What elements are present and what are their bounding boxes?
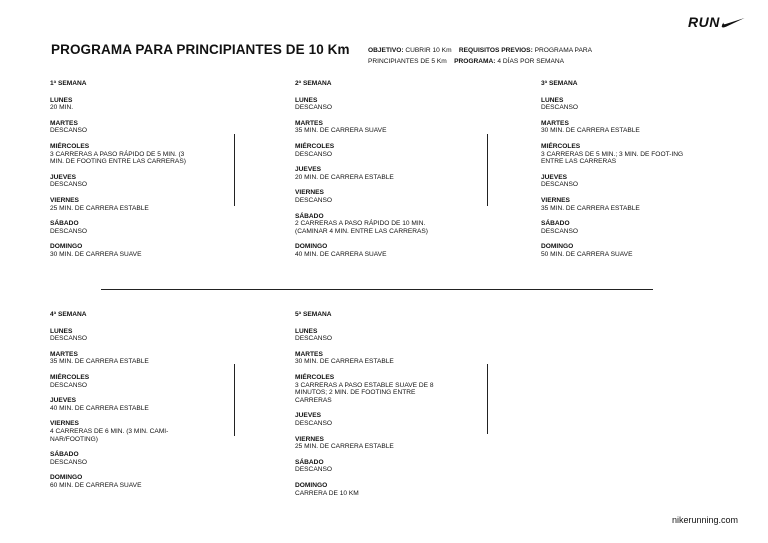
day-text: DESCANSO: [50, 227, 88, 235]
day-sabado: [295, 459, 435, 474]
day-text: DESCANSO: [295, 104, 333, 112]
day-martes: [295, 120, 445, 135]
day-name: VIERNES: [541, 196, 570, 204]
day-name: VIERNES: [50, 420, 79, 428]
week-1: [50, 80, 200, 267]
day-text: 2 CARRERAS A PASO RÁPIDO DE 10 MIN. (CAMINAR 4 MIN. ENTRE LAS CARRERAS): [295, 220, 428, 235]
meta-line-2: [368, 56, 592, 67]
program-label: PROGRAMA:: [454, 58, 496, 65]
day-name: DOMINGO: [295, 481, 328, 489]
day-name: DOMINGO: [541, 243, 574, 251]
day-text: 30 MIN. DE CARRERA ESTABLE: [541, 127, 640, 135]
day-domingo: [541, 243, 691, 258]
day-text: DESCANSO: [50, 381, 88, 389]
day-name: LUNES: [50, 96, 73, 104]
day-name: MARTES: [50, 119, 78, 127]
day-sabado: [541, 220, 691, 235]
day-text: 35 MIN. DE CARRERA ESTABLE: [541, 204, 640, 212]
day-text: DESCANSO: [295, 419, 333, 427]
footer-link[interactable]: nikerunning.com: [672, 515, 739, 525]
week-title: 2ª SEMANA: [295, 80, 332, 87]
day-text: DESCANSO: [50, 335, 88, 343]
day-name: MARTES: [295, 350, 323, 358]
meta-line-1: [368, 45, 592, 56]
day-text: 20 MIN.: [50, 104, 74, 112]
day-lunes: [295, 97, 445, 112]
day-text: 35 MIN. DE CARRERA ESTABLE: [50, 358, 149, 366]
week-title: 4ª SEMANA: [50, 311, 87, 318]
day-name: LUNES: [50, 327, 73, 335]
day-lunes: [50, 328, 190, 343]
day-viernes: [50, 420, 190, 443]
row-divider: [101, 289, 653, 290]
day-name: VIERNES: [295, 189, 324, 197]
day-text: 20 MIN. DE CARRERA ESTABLE: [295, 173, 394, 181]
day-viernes: [541, 197, 691, 212]
day-domingo: [295, 482, 435, 497]
day-name: SÁBADO: [50, 451, 79, 459]
week-title: 1ª SEMANA: [50, 80, 87, 87]
day-name: MIÉRCOLES: [295, 373, 335, 381]
column-divider: [234, 364, 235, 436]
day-text: CARRERA DE 10 KM: [295, 489, 359, 497]
day-name: DOMINGO: [50, 243, 83, 251]
nike-run-logo: [688, 14, 745, 30]
day-name: JUEVES: [50, 397, 77, 405]
day-name: LUNES: [541, 96, 564, 104]
day-jueves: [50, 397, 190, 412]
day-text: 50 MIN. DE CARRERA SUAVE: [541, 250, 633, 258]
day-miercoles: [541, 143, 691, 166]
prereq-value-1: PROGRAMA PARA: [534, 47, 593, 54]
day-text: 25 MIN. DE CARRERA ESTABLE: [295, 443, 394, 451]
day-lunes: [541, 97, 691, 112]
day-text: DESCANSO: [50, 181, 88, 189]
day-name: LUNES: [295, 96, 318, 104]
day-miercoles: [295, 143, 445, 158]
day-name: DOMINGO: [50, 474, 83, 482]
day-name: SÁBADO: [295, 212, 324, 220]
day-text: DESCANSO: [50, 127, 88, 135]
day-name: JUEVES: [295, 166, 322, 174]
prereq-value-2: PRINCIPIANTES DE 5 Km: [368, 58, 447, 65]
day-name: SÁBADO: [541, 220, 570, 228]
day-text: 3 CARRERAS A PASO ESTABLE SUAVE DE 8 MINUTOS; 2 MIN. DE FOOTING ENTRE CARRERAS: [295, 381, 434, 404]
day-name: SÁBADO: [295, 458, 324, 466]
day-viernes: [295, 189, 445, 204]
week-title: 5ª SEMANA: [295, 311, 332, 318]
day-text: 40 MIN. DE CARRERA ESTABLE: [50, 404, 149, 412]
day-domingo: [50, 243, 200, 258]
page-title: PROGRAMA PARA PRINCIPIANTES DE 10 Km: [51, 42, 350, 57]
day-sabado: [50, 451, 190, 466]
day-text: 60 MIN. DE CARRERA SUAVE: [50, 481, 142, 489]
week-title: 3ª SEMANA: [541, 80, 578, 87]
objective-value: CUBRIR 10 Km: [405, 47, 452, 54]
day-name: MIÉRCOLES: [295, 142, 335, 150]
day-name: DOMINGO: [295, 243, 328, 251]
day-name: MIÉRCOLES: [50, 373, 90, 381]
day-text: DESCANSO: [295, 335, 333, 343]
day-text: DESCANSO: [541, 181, 579, 189]
day-text: DESCANSO: [50, 458, 88, 466]
day-martes: [541, 120, 691, 135]
day-text: 25 MIN. DE CARRERA ESTABLE: [50, 204, 149, 212]
day-lunes: [50, 97, 200, 112]
week-5: [295, 311, 435, 505]
day-jueves: [295, 166, 445, 181]
day-name: MARTES: [541, 119, 569, 127]
day-jueves: [295, 412, 435, 427]
day-text: DESCANSO: [541, 227, 579, 235]
day-name: MIÉRCOLES: [541, 142, 581, 150]
day-miercoles: [295, 374, 435, 404]
prereq-label: REQUISITOS PREVIOS:: [458, 47, 533, 54]
program-value: 4 DÍAS POR SEMANA: [497, 58, 565, 65]
day-sabado: [50, 220, 200, 235]
day-viernes: [295, 436, 435, 451]
day-viernes: [50, 197, 200, 212]
day-name: VIERNES: [295, 435, 324, 443]
day-jueves: [50, 174, 200, 189]
day-lunes: [295, 328, 435, 343]
day-name: MARTES: [50, 350, 78, 358]
day-text: DESCANSO: [295, 150, 333, 158]
day-text: DESCANSO: [541, 104, 579, 112]
day-text: 40 MIN. DE CARRERA SUAVE: [295, 250, 387, 258]
day-name: MARTES: [295, 119, 323, 127]
day-name: SÁBADO: [50, 220, 79, 228]
column-divider: [487, 364, 488, 434]
objective-label: OBJETIVO:: [368, 47, 404, 54]
day-name: VIERNES: [50, 196, 79, 204]
day-martes: [295, 351, 435, 366]
day-domingo: [295, 243, 445, 258]
day-martes: [50, 120, 200, 135]
week-4: [50, 311, 190, 498]
logo-text: RUN: [688, 14, 720, 30]
day-miercoles: [50, 374, 190, 389]
day-text: 4 CARRERAS DE 6 MIN. (3 MIN. CAMI-NAR/FOOTING): [50, 427, 169, 443]
day-name: JUEVES: [295, 412, 322, 420]
week-2: [295, 80, 445, 267]
week-3: [541, 80, 691, 267]
day-jueves: [541, 174, 691, 189]
day-sabado: [295, 213, 445, 236]
swoosh-icon: [721, 17, 745, 28]
day-martes: [50, 351, 190, 366]
day-name: MIÉRCOLES: [50, 142, 90, 150]
day-text: DESCANSO: [295, 196, 333, 204]
day-text: 30 MIN. DE CARRERA SUAVE: [50, 250, 142, 258]
day-name: LUNES: [295, 327, 318, 335]
day-text: 3 CARRERAS A PASO RÁPIDO DE 5 MIN. (3 MIN. DE FOOTING ENTRE LAS CARRERAS): [50, 150, 186, 166]
day-domingo: [50, 474, 190, 489]
day-name: JUEVES: [541, 173, 568, 181]
day-miercoles: [50, 143, 200, 166]
day-name: JUEVES: [50, 173, 77, 181]
column-divider: [234, 134, 235, 206]
day-text: 35 MIN. DE CARRERA SUAVE: [295, 127, 387, 135]
program-meta: [368, 45, 592, 67]
day-text: DESCANSO: [295, 466, 333, 474]
day-text: 30 MIN. DE CARRERA ESTABLE: [295, 358, 394, 366]
column-divider: [487, 134, 488, 206]
day-text: 3 CARRERAS DE 5 MIN.; 3 MIN. DE FOOT-ING ENTRE LAS CARRERAS: [541, 150, 684, 166]
